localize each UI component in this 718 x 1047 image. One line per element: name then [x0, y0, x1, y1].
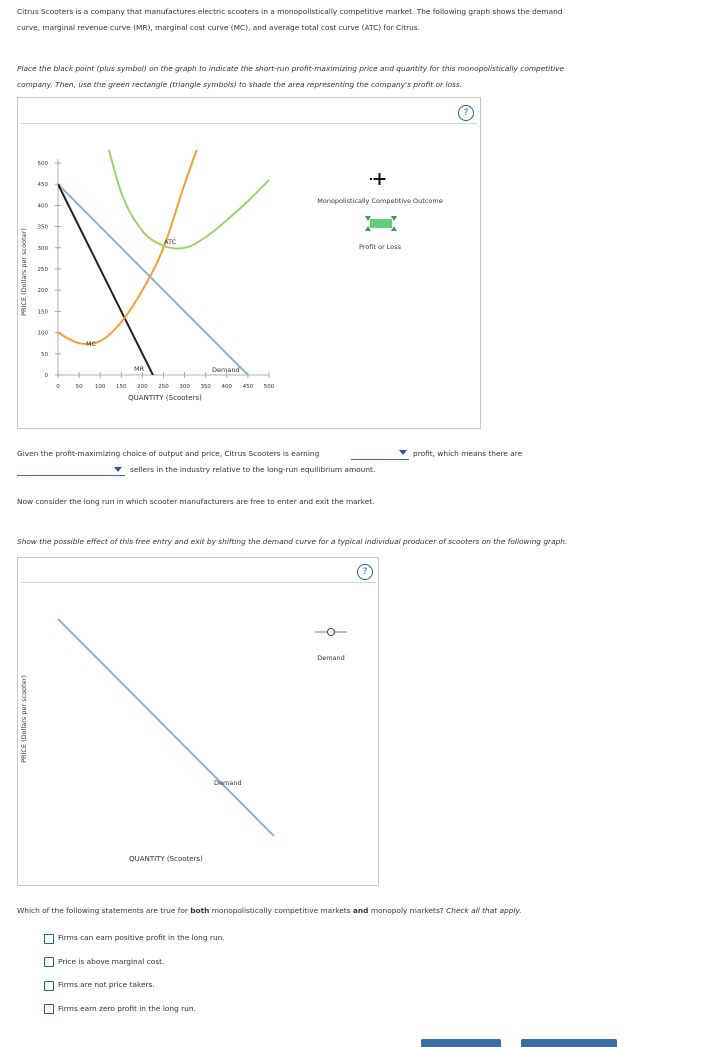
y-axis-label: PRICE (Dollars per scooter): [20, 675, 28, 763]
y-tick-label: 0: [44, 373, 48, 379]
help-icon[interactable]: ?: [458, 105, 474, 121]
y-axis-label: PRICE (Dollars per scooter): [20, 228, 28, 316]
question-1-part-a: Given the profit-maximizing choice of output and price, Citrus Scooters is earning: [17, 449, 320, 458]
nav-button-right[interactable]: [521, 1039, 617, 1047]
instructions-1-line-2: company. Then, use the green rectangle (triangle symbols) to shade the area representing the company's profit or loss.: [17, 80, 463, 89]
nav-button-left[interactable]: [421, 1039, 501, 1047]
instructions-2: Show the possible effect of this free entry and exit by shifting the demand curve for a typical individual producer of scooters on the following graph.: [17, 537, 568, 546]
x-axis-label: QUANTITY (Scooters): [129, 855, 203, 863]
option-checkbox[interactable]: [44, 957, 54, 967]
x-tick-label: 350: [200, 384, 211, 390]
help-icon[interactable]: ?: [357, 564, 373, 580]
y-tick-label: 200: [37, 288, 48, 295]
y-tick-label: 50: [41, 351, 48, 358]
y-tick-label: 150: [37, 309, 48, 316]
mr-label: MR: [134, 365, 145, 373]
y-tick-label: 500: [37, 161, 48, 167]
intro-line-1: Citrus Scooters is a company that manufactures electric scooters in a monopolistically competitive market. The following graph shows the demand: [17, 7, 563, 16]
longrun-text: Now consider the long run in which scooter manufacturers are free to enter and exit the market.: [17, 497, 375, 506]
question-1-part-b: profit, which means there are: [413, 449, 523, 458]
demand-label: Demand: [214, 779, 242, 787]
x-tick-label: 0: [56, 384, 60, 390]
option-label: Firms are not price takers.: [58, 980, 155, 989]
x-tick-label: 450: [242, 384, 254, 390]
x-tick-label: 250: [158, 384, 169, 390]
x-tick-label: 300: [179, 384, 190, 390]
y-tick-label: 100: [37, 330, 48, 337]
demand-curve-tool[interactable]: [315, 629, 347, 636]
demand-label: Demand: [212, 366, 240, 374]
intro-line-2: curve, marginal revenue curve (MR), marginal cost curve (MC), and average total cost curve (ATC) for Citrus.: [17, 23, 421, 32]
question-1-part-c: sellers in the industry relative to the long-run equilibrium amount.: [130, 465, 376, 474]
option-checkbox[interactable]: [44, 981, 54, 991]
tool-outcome-label: Monopolistically Competitive Outcome: [317, 197, 443, 205]
mc-label: MC: [86, 340, 97, 348]
x-tick-label: 50: [75, 384, 83, 390]
option-checkbox[interactable]: [44, 934, 54, 944]
x-tick-label: 200: [137, 384, 148, 390]
option-label: Firms can earn positive profit in the long run.: [58, 933, 225, 942]
x-tick-label: 500: [263, 384, 275, 390]
x-tick-label: 100: [94, 384, 106, 390]
demand-curve[interactable]: [58, 619, 274, 836]
option-label: Firms earn zero profit in the long run.: [58, 1004, 196, 1013]
instructions-1-line-1: Place the black point (plus symbol) on the graph to indicate the short-run profit-maximizing price and quantity for this monopolistically competitive: [17, 64, 565, 73]
tool-profit-label: Profit or Loss: [359, 243, 401, 251]
y-tick-label: 250: [37, 267, 48, 273]
x-tick-label: 400: [221, 384, 233, 390]
tool-demand-label: Demand: [317, 654, 345, 662]
y-tick-label: 350: [37, 224, 48, 231]
atc-label: ATC: [164, 238, 177, 246]
option-label: Price is above marginal cost.: [58, 957, 165, 966]
y-tick-label: 300: [37, 245, 48, 252]
x-tick-label: 150: [116, 384, 127, 390]
option-checkbox[interactable]: [44, 1004, 54, 1014]
x-axis-label: QUANTITY (Scooters): [128, 394, 202, 402]
y-tick-label: 400: [37, 203, 48, 210]
question-2-prompt: Which of the following statements are true for both monopolistically competitive markets and monopoly markets? Check all that apply.: [17, 906, 522, 915]
y-tick-label: 450: [37, 182, 48, 189]
